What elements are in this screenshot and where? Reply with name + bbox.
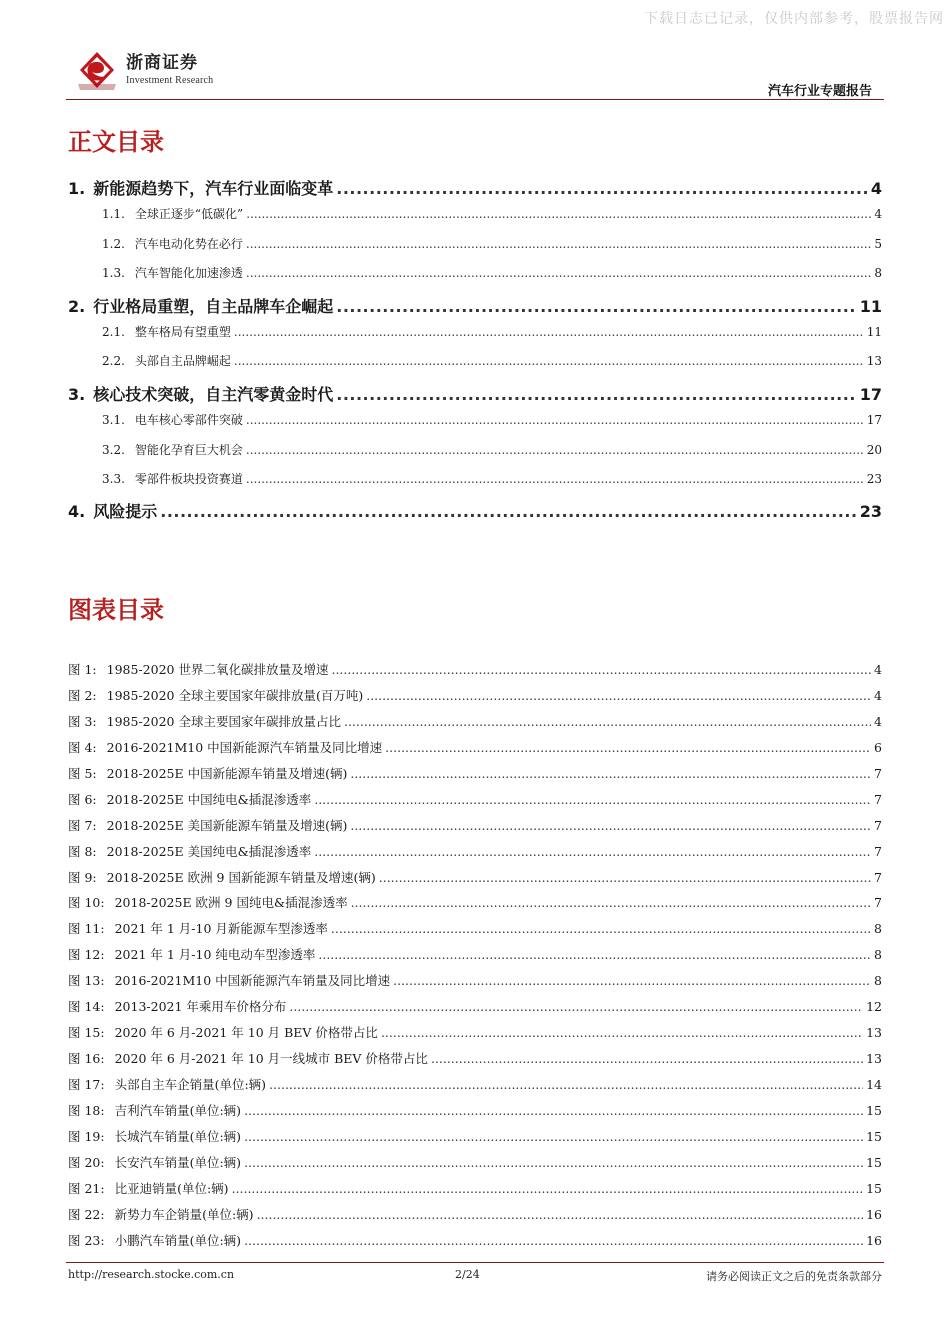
figure-dot-leader (366, 688, 871, 703)
figure-entry-title: 1985-2020 世界二氧化碳排放量及增速 (106, 662, 329, 677)
figure-entry-title: 2018-2025E 中国纯电&插混渗透率 (106, 791, 312, 807)
figure-entry[interactable] (68, 1023, 882, 1049)
toc-dot-leader (234, 354, 864, 368)
header-divider (66, 99, 884, 100)
toc-list (68, 176, 882, 529)
figure-dot-leader (318, 947, 871, 962)
toc-entry-number: 1.3. (102, 266, 125, 281)
toc-entry[interactable] (68, 352, 882, 381)
figure-entry-label: 图 8: (68, 843, 97, 859)
figure-entry-label: 图 16: (68, 1051, 105, 1067)
toc-entry[interactable] (68, 382, 882, 411)
figure-entry-title: 长城汽车销量(单位:辆) (114, 1128, 242, 1144)
figure-entry-page: 4 (874, 687, 882, 703)
toc-entry-title: 核心技术突破，自主汽零黄金时代 (93, 384, 334, 404)
figure-entry-title: 1985-2020 全球主要国家年碳排放量(百万吨) (106, 687, 364, 703)
toc-entry-page: 4 (874, 207, 882, 222)
figure-entry[interactable] (68, 1127, 882, 1153)
figure-entry-label: 图 9: (68, 869, 97, 885)
toc-entry-page: 11 (859, 296, 882, 316)
figure-entry-page: 15 (866, 1154, 882, 1170)
toc-entry-title: 智能化孕育巨大机会 (134, 442, 243, 457)
figure-entry[interactable] (68, 945, 882, 971)
figure-dot-leader (314, 844, 871, 859)
brand-name-cn: 浙商证券 (126, 52, 198, 73)
figure-entry-page: 7 (874, 843, 882, 859)
figure-entry[interactable] (68, 919, 882, 945)
figure-dot-leader (350, 766, 871, 781)
figure-entry[interactable] (68, 1205, 882, 1231)
toc-entry[interactable] (68, 205, 882, 234)
figure-entry[interactable] (68, 1231, 882, 1257)
figure-entry-title: 吉利汽车销量(单位:辆) (114, 1102, 242, 1118)
toc-entry-page: 5 (874, 236, 882, 251)
figure-entry-page: 6 (874, 739, 882, 755)
figure-dot-leader (393, 973, 871, 988)
toc-dot-leader (246, 266, 871, 280)
toc-entry-page: 23 (859, 502, 882, 522)
figure-entry-label: 图 22: (68, 1206, 105, 1222)
watermark: 下载日志已记录，仅供内部参考，股票报告网 (644, 11, 944, 27)
toc-entry-number: 2. (68, 296, 86, 316)
toc-entry[interactable] (68, 499, 882, 528)
toc-entry-title: 新能源趋势下，汽车行业面临变革 (93, 179, 334, 198)
figure-entry-page: 7 (874, 869, 882, 885)
toc-entry-page: 17 (859, 384, 882, 404)
figure-dot-leader (269, 1077, 863, 1092)
figure-entry-label: 图 19: (68, 1128, 105, 1144)
figure-entry-title: 头部自主车企销量(单位:辆) (114, 1077, 267, 1092)
figure-entry-page: 8 (874, 921, 882, 937)
figure-dot-leader (381, 1025, 863, 1040)
figure-entry-page: 15 (866, 1180, 882, 1196)
report-type: 汽车行业专题报告 (767, 84, 872, 99)
figure-entry-page: 12 (866, 999, 882, 1015)
figure-dot-leader (431, 1051, 863, 1066)
figure-entry[interactable] (68, 868, 882, 894)
toc-entry-title: 行业格局重塑，自主品牌车企崛起 (93, 296, 334, 316)
toc-entry-title: 零部件板块投资赛道 (134, 471, 243, 486)
figure-dot-leader (232, 1181, 864, 1196)
figure-entry[interactable] (68, 1179, 882, 1205)
figure-entry-page: 7 (874, 765, 882, 781)
toc-entry-title: 汽车电动化势在必行 (134, 236, 243, 251)
figure-entry-title: 2018-2025E 美国新能源车销量及增速(辆) (106, 817, 348, 833)
figure-entry[interactable] (68, 738, 882, 764)
toc-entry[interactable] (68, 264, 882, 293)
figure-dot-leader (351, 895, 871, 910)
toc-entry[interactable] (68, 470, 882, 499)
figure-dot-leader (289, 999, 863, 1014)
figure-entry-page: 7 (874, 791, 882, 807)
toc-entry-title: 全球正逐步“低碳化” (134, 207, 244, 222)
figure-entry-title: 2013-2021 年乘用车价格分布 (114, 999, 287, 1015)
figure-entry-label: 图 23: (68, 1232, 105, 1248)
figure-entry[interactable] (68, 764, 882, 790)
toc-entry-number: 1. (68, 179, 86, 198)
figure-entry-title: 2018-2025E 美国纯电&插混渗透率 (106, 843, 312, 859)
figure-entry-title: 1985-2020 全球主要国家年碳排放量占比 (106, 713, 341, 729)
figure-dot-leader (257, 1207, 864, 1222)
figure-entry-label: 图 3: (68, 713, 97, 729)
figure-entry-page: 13 (866, 1051, 882, 1067)
brand-name-en: Investment Research (126, 74, 214, 86)
figures-title: 图表目录 (68, 596, 164, 624)
figure-entry-title: 2018-2025E 欧洲 9 国纯电&插混渗透率 (114, 895, 348, 911)
figure-entry-label: 图 14: (68, 999, 105, 1015)
toc-entry-title: 电车核心零部件突破 (134, 413, 243, 428)
toc-dot-leader (336, 297, 857, 316)
toc-entry[interactable] (68, 294, 882, 323)
figure-entry[interactable] (68, 1049, 882, 1075)
toc-entry-number: 3.1. (102, 413, 125, 428)
toc-entry[interactable] (68, 176, 882, 205)
figure-entry-page: 8 (874, 973, 882, 989)
figure-entry-title: 2020 年 6 月-2021 年 10 月一线城市 BEV 价格带占比 (114, 1051, 428, 1067)
figure-entry-page: 4 (874, 713, 882, 729)
toc-entry-page: 8 (874, 266, 882, 281)
figure-entry-label: 图 13: (68, 973, 105, 989)
figure-entry-page: 16 (866, 1206, 882, 1222)
toc-entry[interactable] (68, 235, 882, 264)
toc-entry[interactable] (68, 441, 882, 470)
figure-dot-leader (344, 714, 871, 729)
figure-entry-page: 8 (874, 947, 882, 963)
figure-entry-label: 图 11: (68, 921, 105, 937)
figure-entry-label: 图 15: (68, 1025, 105, 1041)
figure-entry[interactable] (68, 971, 882, 997)
figures-list (68, 660, 882, 1257)
toc-dot-leader (336, 385, 857, 404)
figure-dot-leader (244, 1103, 863, 1118)
toc-entry-page: 20 (866, 442, 882, 457)
brand-mark-icon (74, 48, 120, 92)
figure-entry-label: 图 21: (68, 1180, 105, 1196)
figure-entry-label: 图 6: (68, 791, 97, 807)
toc-entry-title: 汽车智能化加速渗透 (134, 266, 243, 281)
toc-entry-number: 3.3. (102, 471, 125, 486)
figure-dot-leader (385, 740, 871, 755)
toc-entry-number: 3.2. (102, 442, 125, 457)
toc-title: 正文目录 (68, 128, 164, 156)
figure-entry-title: 2018-2025E 欧洲 9 国新能源车销量及增速(辆) (106, 869, 376, 885)
toc-dot-leader (336, 179, 868, 198)
figure-dot-leader (379, 870, 871, 885)
toc-entry-number: 1.1. (102, 207, 125, 222)
figure-entry-page: 14 (866, 1077, 882, 1092)
figure-entry[interactable] (68, 686, 882, 712)
toc-entry-number: 3. (68, 384, 86, 404)
figure-entry-label: 图 4: (68, 739, 97, 755)
footer-disclaimer: 请务必阅读正文之后的免责条款部分 (706, 1270, 882, 1283)
figure-entry-label: 图 12: (68, 947, 105, 963)
toc-entry-number: 4. (68, 502, 86, 522)
figure-entry-label: 图 10: (68, 895, 105, 911)
figure-entry-page: 13 (866, 1025, 882, 1041)
figure-entry-label: 图 5: (68, 765, 97, 781)
toc-entry-number: 1.2. (102, 236, 125, 251)
toc-dot-leader (246, 207, 871, 221)
figure-entry-label: 图 17: (68, 1077, 105, 1092)
toc-entry-page: 13 (866, 354, 882, 369)
figure-entry-title: 2021 年 1 月-10 月新能源车型渗透率 (114, 921, 328, 937)
toc-dot-leader (234, 325, 864, 339)
toc-dot-leader (246, 413, 864, 427)
figure-entry[interactable] (68, 712, 882, 738)
figure-dot-leader (244, 1155, 863, 1170)
toc-entry-number: 2.1. (102, 324, 125, 339)
figure-dot-leader (314, 792, 871, 807)
figure-entry-label: 图 7: (68, 817, 97, 833)
toc-dot-leader (246, 472, 864, 486)
figure-dot-leader (331, 662, 871, 677)
figure-entry-title: 比亚迪销量(单位:辆) (114, 1180, 229, 1196)
toc-dot-leader (160, 502, 857, 521)
figure-entry[interactable] (68, 790, 882, 816)
figure-entry-label: 图 20: (68, 1154, 105, 1170)
footer-divider (66, 1262, 884, 1263)
figure-entry-label: 图 1: (68, 662, 97, 677)
figure-entry-title: 小鹏汽车销量(单位:辆) (114, 1232, 242, 1248)
figure-entry[interactable] (68, 816, 882, 842)
figure-entry[interactable] (68, 842, 882, 868)
toc-entry[interactable] (68, 323, 882, 352)
figure-dot-leader (350, 818, 871, 833)
figure-entry-title: 2021 年 1 月-10 纯电动车型渗透率 (114, 947, 316, 963)
figure-entry-title: 2020 年 6 月-2021 年 10 月 BEV 价格带占比 (114, 1025, 378, 1041)
toc-entry-page: 23 (866, 471, 882, 486)
figure-entry[interactable] (68, 1075, 882, 1101)
figure-entry-title: 长安汽车销量(单位:辆) (114, 1154, 242, 1170)
figure-entry[interactable] (68, 660, 882, 686)
figure-entry-title: 2016-2021M10 中国新能源汽车销量及同比增速 (106, 739, 383, 755)
figure-entry[interactable] (68, 1153, 882, 1179)
toc-entry[interactable] (68, 411, 882, 440)
figure-dot-leader (244, 1233, 863, 1248)
figure-entry-page: 4 (874, 662, 882, 677)
toc-entry-page: 11 (866, 324, 882, 339)
figure-entry-page: 7 (874, 895, 882, 911)
footer-url[interactable]: http://research.stocke.com.cn (68, 1268, 235, 1281)
figure-entry-page: 15 (866, 1102, 882, 1118)
toc-entry-title: 风险提示 (93, 502, 158, 522)
figure-entry-page: 16 (866, 1232, 882, 1248)
figure-dot-leader (331, 921, 871, 936)
figure-entry[interactable] (68, 1101, 882, 1127)
figure-entry-label: 图 2: (68, 687, 97, 703)
figure-entry-page: 7 (874, 817, 882, 833)
toc-entry-page: 17 (866, 413, 882, 428)
toc-dot-leader (246, 443, 864, 457)
toc-dot-leader (246, 237, 871, 251)
toc-entry-title: 头部自主品牌崛起 (134, 354, 231, 369)
figure-entry-title: 新势力车企销量(单位:辆) (114, 1206, 254, 1222)
figure-dot-leader (244, 1129, 863, 1144)
figure-entry-page: 15 (866, 1128, 882, 1144)
figure-entry[interactable] (68, 997, 882, 1023)
figure-entry-title: 2016-2021M10 中国新能源汽车销量及同比增速 (114, 973, 391, 989)
toc-entry-title: 整车格局有望重塑 (134, 324, 231, 339)
toc-entry-number: 2.2. (102, 354, 125, 369)
figure-entry-title: 2018-2025E 中国新能源车销量及增速(辆) (106, 765, 348, 781)
figure-entry[interactable] (68, 893, 882, 919)
brand-logo (74, 48, 213, 92)
toc-entry-page: 4 (870, 179, 882, 198)
footer-page-indicator: 2/24 (455, 1268, 480, 1281)
figure-entry-label: 图 18: (68, 1102, 105, 1118)
